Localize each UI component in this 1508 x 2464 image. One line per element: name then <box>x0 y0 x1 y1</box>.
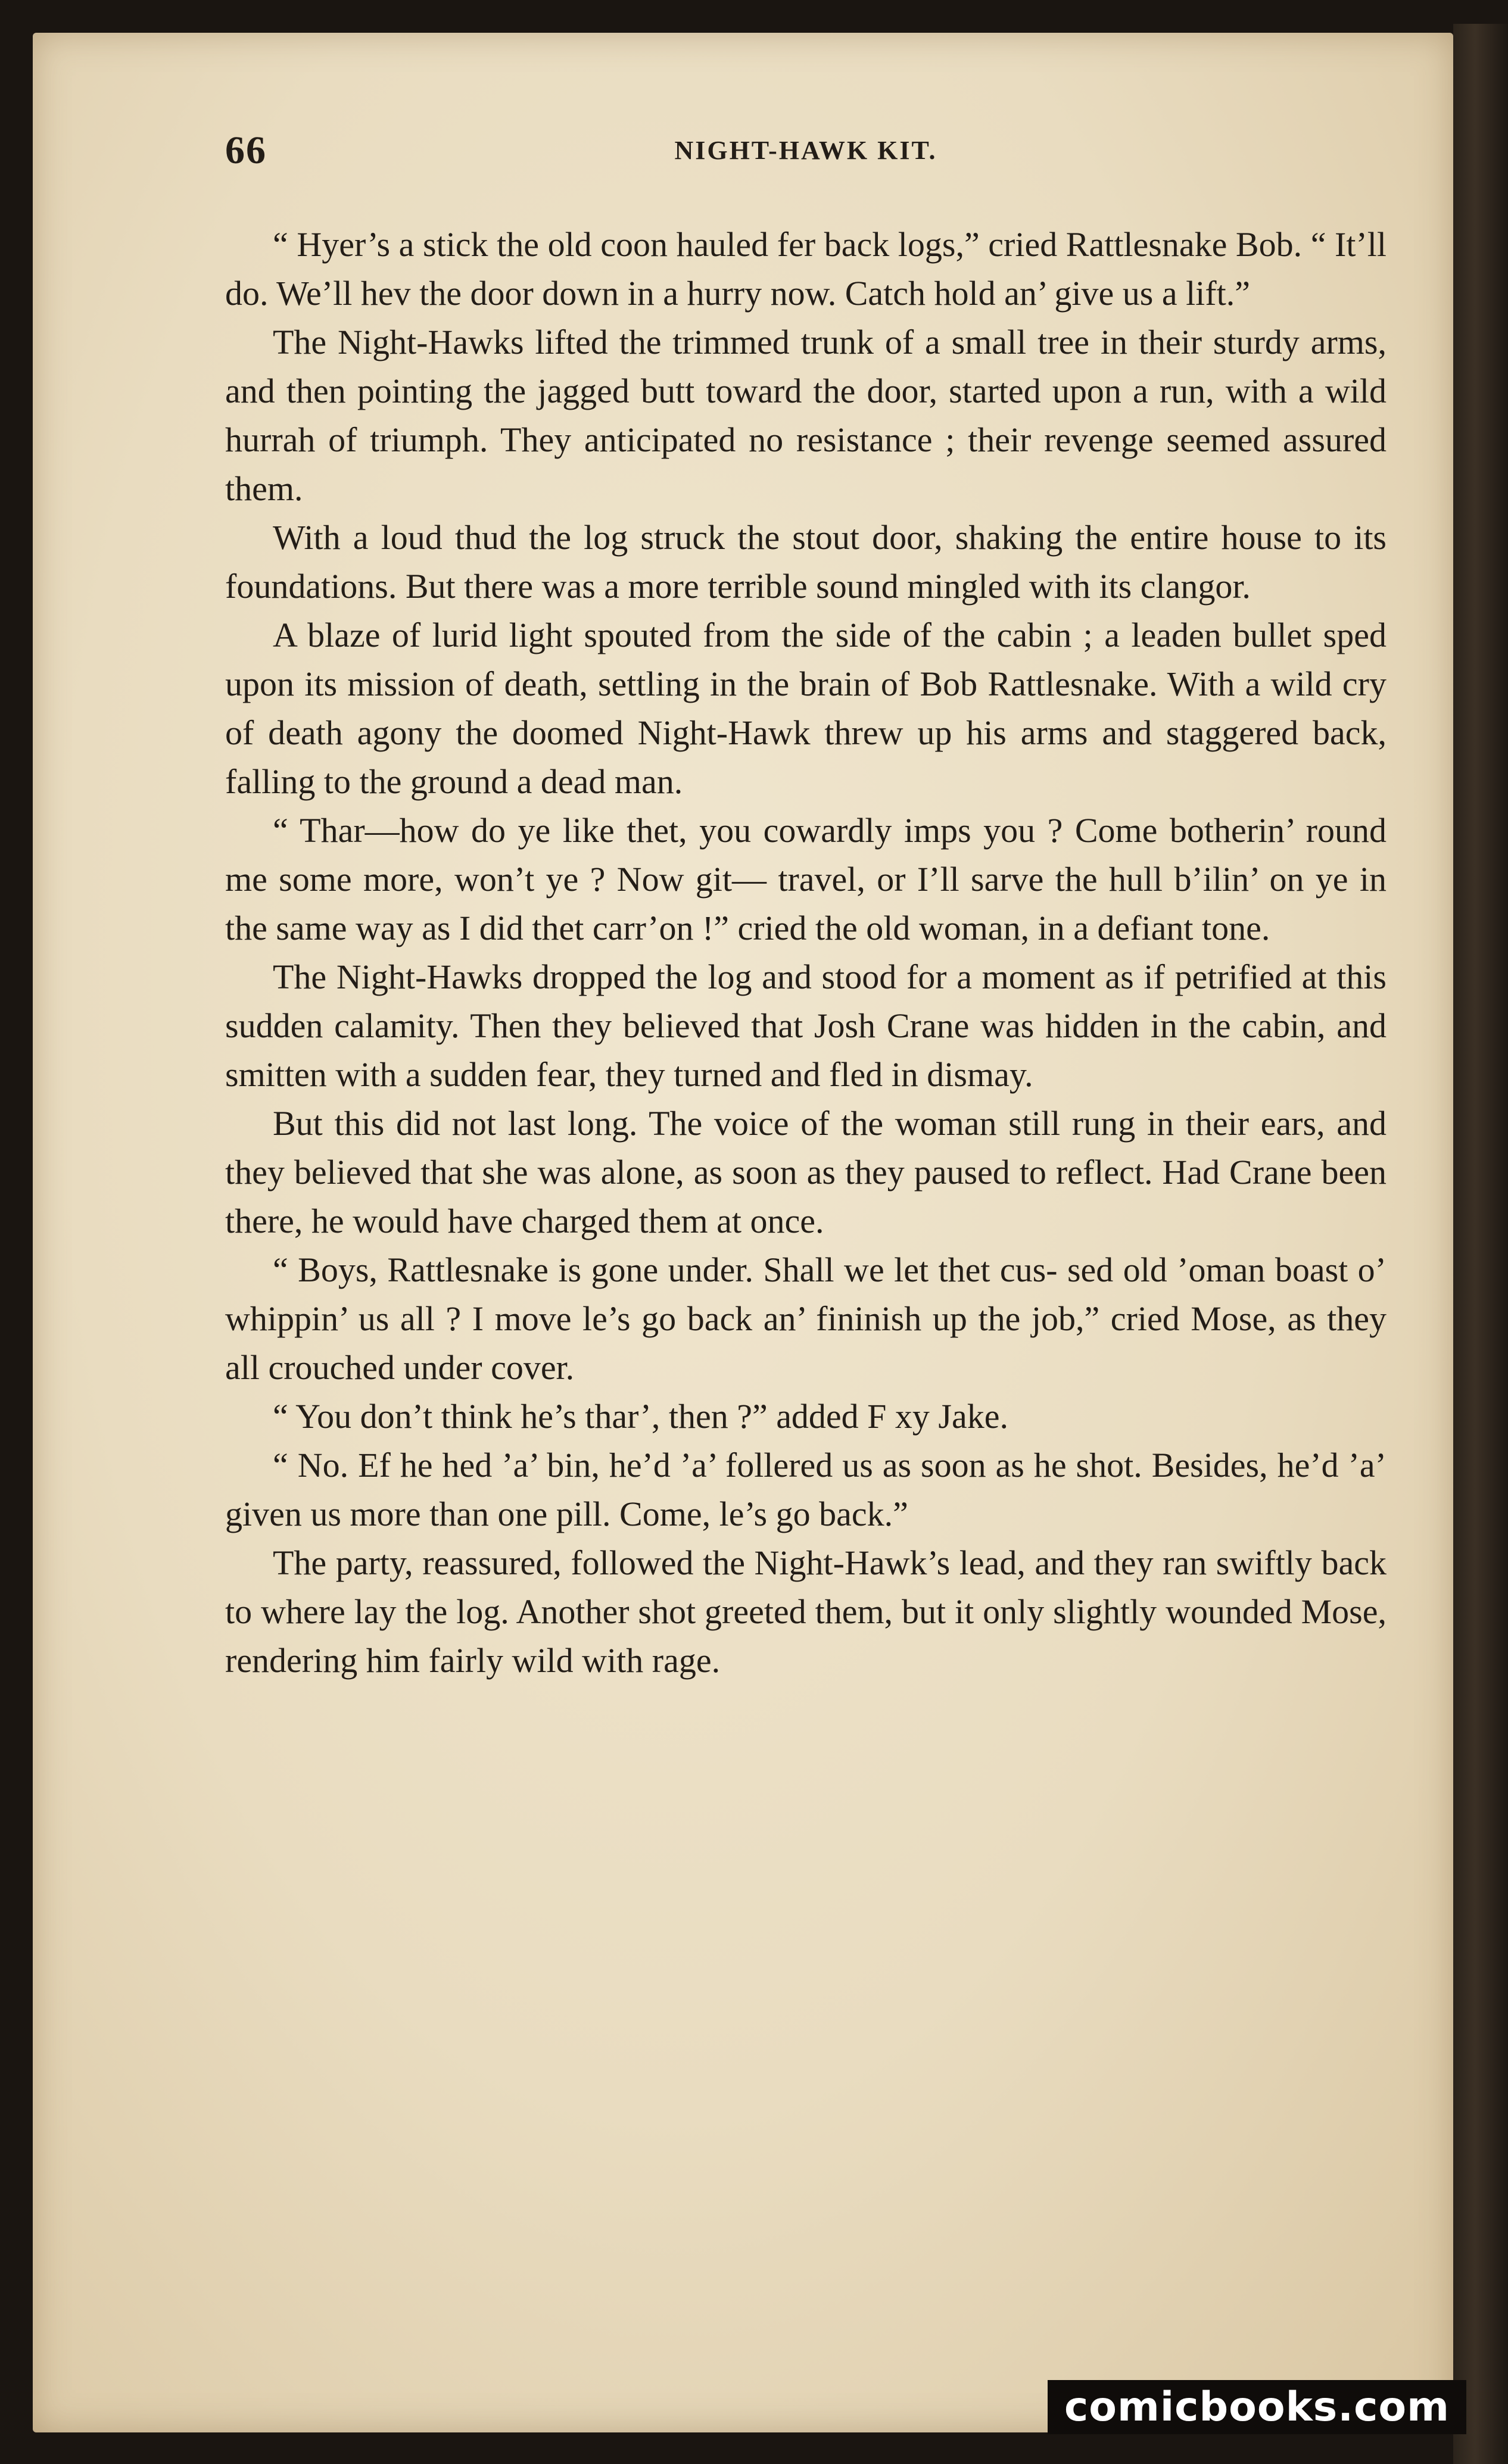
site-watermark: comicbooks.com <box>1048 2380 1466 2434</box>
paragraph: With a loud thud the log struck the stout door, shaking the entire house to its foundations. But there was a more terrible sound mingled with its clangor. <box>225 518 1387 606</box>
running-head: NIGHT-HAWK KIT. <box>674 136 937 165</box>
paragraph: The Night-Hawks dropped the log and stood for a moment as if petrified at this sudden calamity. Then they believed that Josh Crane was hidden in the cabin, and smitten with a sudden fear, they turned and fled in dismay. <box>225 957 1387 1094</box>
paragraph: “ Thar—how do ye like thet, you cowardly imps you ? Come botherin’ round me some more, won’t ye ? Now git— travel, or I’ll sarve the hull b’ilin’ on ye in the same way as I did thet carr’on !” cried the old woman, in a defiant tone. <box>225 811 1387 947</box>
paragraph: “ Hyer’s a stick the old coon hauled fer back logs,” cried Rattlesnake Bob. “ It’ll do. We’ll hev the door down in a hurry now. Catch hold an’ give us a lift.” <box>225 225 1387 313</box>
paragraph: “ No. Ef he hed ’a’ bin, he’d ’a’ follered us as soon as he shot. Besides, he’d ’a’ given us more than one pill. Come, le’s go back.” <box>225 1446 1387 1533</box>
book-edge <box>1453 24 1508 2464</box>
paragraph: The Night-Hawks lifted the trimmed trunk of a small tree in their sturdy arms, and then pointing the jagged butt toward the door, started upon a run, with a wild hurrah of triumph. They anticipated no resistance ; their revenge seemed assured them. <box>225 323 1387 508</box>
paragraph: “ You don’t think he’s thar’, then ?” added F xy Jake. <box>273 1397 1008 1436</box>
page-header <box>225 128 1387 182</box>
page-number: 66 <box>225 129 267 172</box>
paragraph: A blaze of lurid light spouted from the side of the cabin ; a leaden bullet sped upon its mission of death, settling in the brain of Bob Rattlesnake. With a wild cry of death agony the doomed Night-Hawk threw up his arms and staggered back, falling to the ground a dead man. <box>225 616 1387 801</box>
paragraph: The party, reassured, followed the Night-Hawk’s lead, and they ran swiftly back to where lay the log. Another shot greeted them, but it only slightly wounded Mose, rendering him fairly wild with rage. <box>225 1543 1387 1680</box>
body-text <box>225 220 1387 1685</box>
paragraph: But this did not last long. The voice of the woman still rung in their ears, and they believed that she was alone, as soon as they paused to reflect. Had Crane been there, he would have charged them at once. <box>225 1104 1387 1240</box>
paragraph: “ Boys, Rattlesnake is gone under. Shall we let thet cus- sed old ’oman boast o’ whippin’ us all ? I move le’s go back an’ fininish up the job,” cried Mose, as they all crouched under cover. <box>225 1250 1387 1387</box>
